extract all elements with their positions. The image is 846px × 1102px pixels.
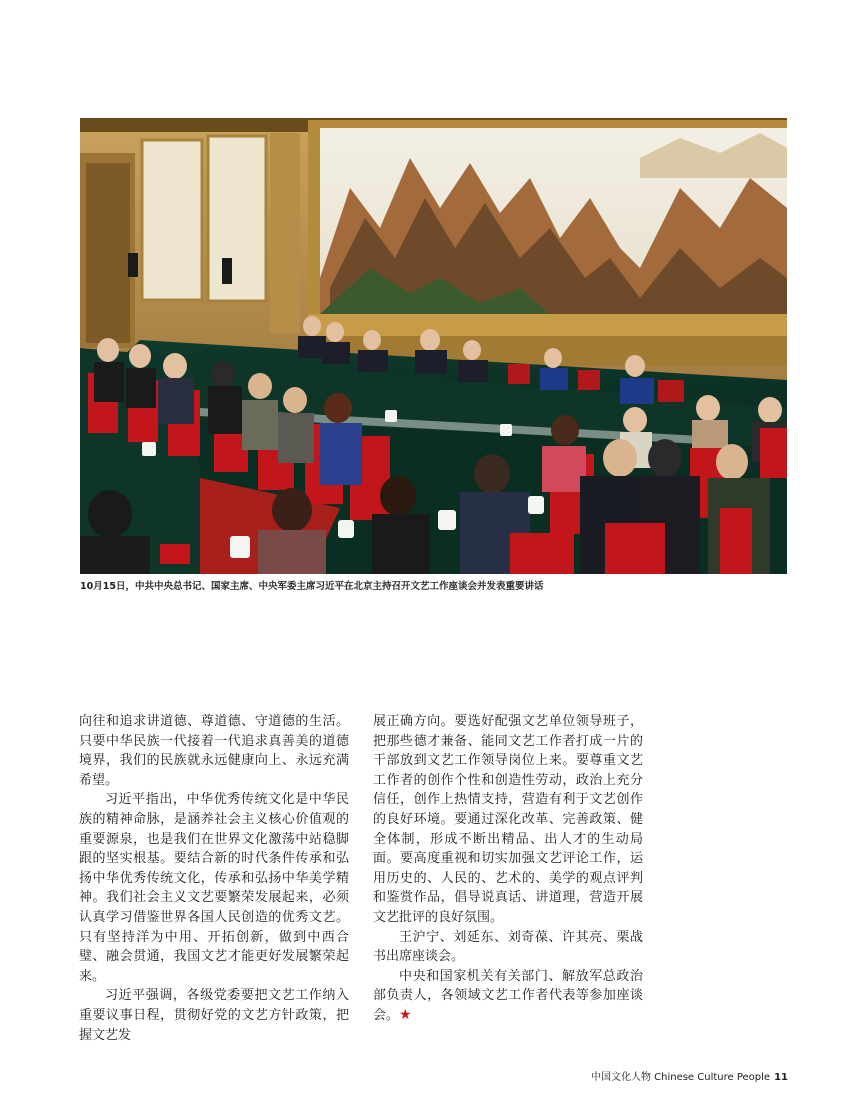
publication-name: 中国文化人物 Chinese Culture People	[590, 1072, 771, 1083]
meeting-illustration	[80, 118, 787, 574]
right-paragraph-2: 王沪宁、刘延东、刘奇葆、许其亮、栗战书出席座谈会。	[373, 929, 643, 965]
photo-caption: 10月15日，中共中央总书记、国家主席、中央军委主席习近平在北京主持召开文艺工作座谈会并发表重要讲话	[80, 581, 544, 592]
right-paragraph-3	[373, 967, 643, 1026]
right-column	[373, 712, 643, 1026]
page-footer	[591, 1068, 788, 1083]
left-paragraph-2: 习近平指出，中华优秀传统文化是中华民族的精神命脉，是涵养社会主义核心价值观的重要源泉，也是我们在世界文化激荡中站稳脚跟的坚实根基。要结合新的时代条件传承和弘扬中华优秀传统文化，传承和弘扬中华美学精神。我们社会主义文艺要繁荣发展起来，必须认真学习借鉴世界各国人民创造的优秀文艺。只有坚持洋为中用、开拓创新，做到中西合璧、融会贯通，我国文艺才能更好发展繁荣起来。	[79, 792, 349, 984]
meeting-photo	[80, 118, 787, 574]
left-paragraph-3: 习近平强调，各级党委要把文艺工作纳入重要议事日程，贯彻好党的文艺方针政策，把握文艺发	[79, 988, 349, 1043]
right-paragraph-3-text: 中央和国家机关有关部门、解放军总政治部负责人，各领域文艺工作者代表等参加座谈会。	[373, 968, 643, 1023]
end-star-icon: ★	[399, 1006, 412, 1023]
right-paragraph-1: 展正确方向。要选好配强文艺单位领导班子，把那些德才兼备、能同文艺工作者打成一片的干部放到文艺工作领导岗位上来。要尊重文艺工作者的创作个性和创造性劳动，政治上充分信任，创作上热情支持，营造有利于文艺创作的良好环境。要通过深化改革、完善政策、健全体制，形成不断出精品、出人才的生动局面。要高度重视和切实加强文艺评论工作，运用历史的、人民的、艺术的、美学的观点评判和鉴赏作品，倡导说真话、讲道理，营造开展文艺批评的良好氛围。	[373, 714, 643, 925]
page-number: 11	[774, 1072, 788, 1083]
left-column	[79, 712, 349, 1045]
left-paragraph-1: 向往和追求讲道德、尊道德、守道德的生活。只要中华民族一代接着一代追求真善美的道德境界，我们的民族就永远健康向上、永远充满希望。	[79, 714, 349, 788]
